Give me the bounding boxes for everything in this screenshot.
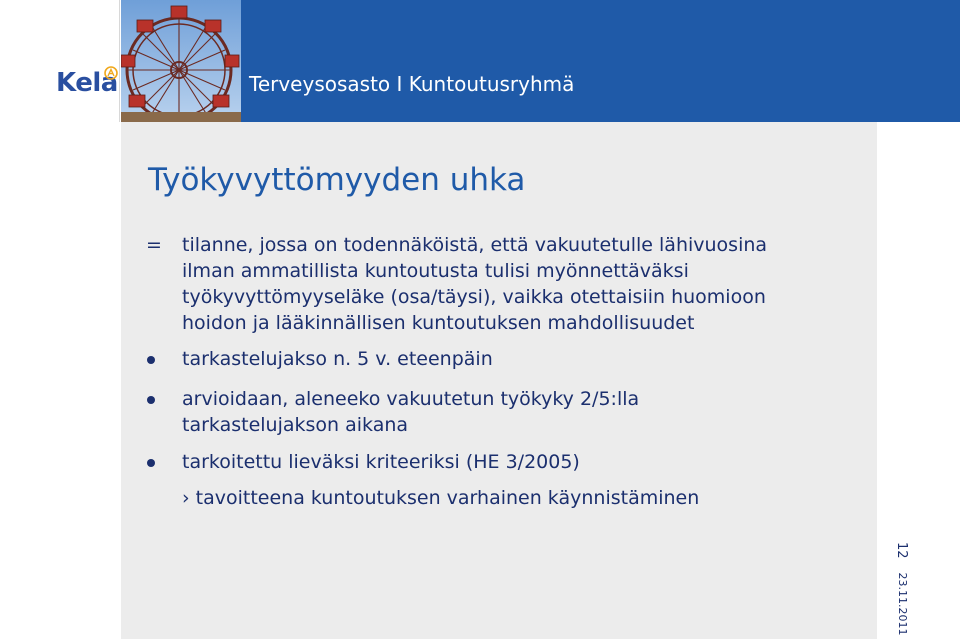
- bullet-icon: [147, 396, 155, 404]
- slide-date: 23.11.2011: [896, 572, 909, 636]
- bullet-item: tarkastelujakso n. 5 v. eteenpäin: [182, 348, 493, 370]
- header-band: [241, 0, 960, 122]
- kela-logo: [0, 0, 120, 122]
- right-strip: [877, 122, 960, 639]
- bullet-icon: [147, 459, 155, 467]
- slide-title: Työkyvyttömyyden uhka: [148, 162, 526, 198]
- logo-mark-icon: [104, 66, 118, 80]
- definition-line: hoidon ja lääkinnällisen kuntoutuksen mahdollisuudet: [182, 312, 695, 334]
- ferris-wheel-icon: [121, 0, 241, 122]
- page-number: 12: [894, 542, 909, 559]
- bullet-item: tarkoitettu lieväksi kriteeriksi (HE 3/2005): [182, 451, 580, 473]
- bullet-icon: [147, 356, 155, 364]
- definition-line: tilanne, jossa on todennäköistä, että vakuutetulle lähivuosina: [182, 234, 768, 256]
- logo-text: Kela: [56, 68, 118, 98]
- slide-header: [0, 0, 960, 122]
- bullet-item: arvioidaan, aleneeko vakuutetun työkyky 2/5:lla: [182, 388, 640, 410]
- header-title: Terveysosasto I Kuntoutusryhmä: [249, 72, 575, 96]
- content-panel: [121, 122, 877, 639]
- definition-symbol: =: [146, 234, 162, 256]
- ferris-wheel-photo: [121, 0, 241, 122]
- definition-line: työkyvyttömyyseläke (osa/täysi), vaikka otettaisiin huomioon: [182, 286, 766, 308]
- sub-item: › tavoitteena kuntoutuksen varhainen käynnistäminen: [182, 487, 700, 509]
- definition-line: ilman ammatillista kuntoutusta tulisi myönnettäväksi: [182, 260, 689, 282]
- bullet-item-continued: tarkastelujakson aikana: [182, 414, 409, 436]
